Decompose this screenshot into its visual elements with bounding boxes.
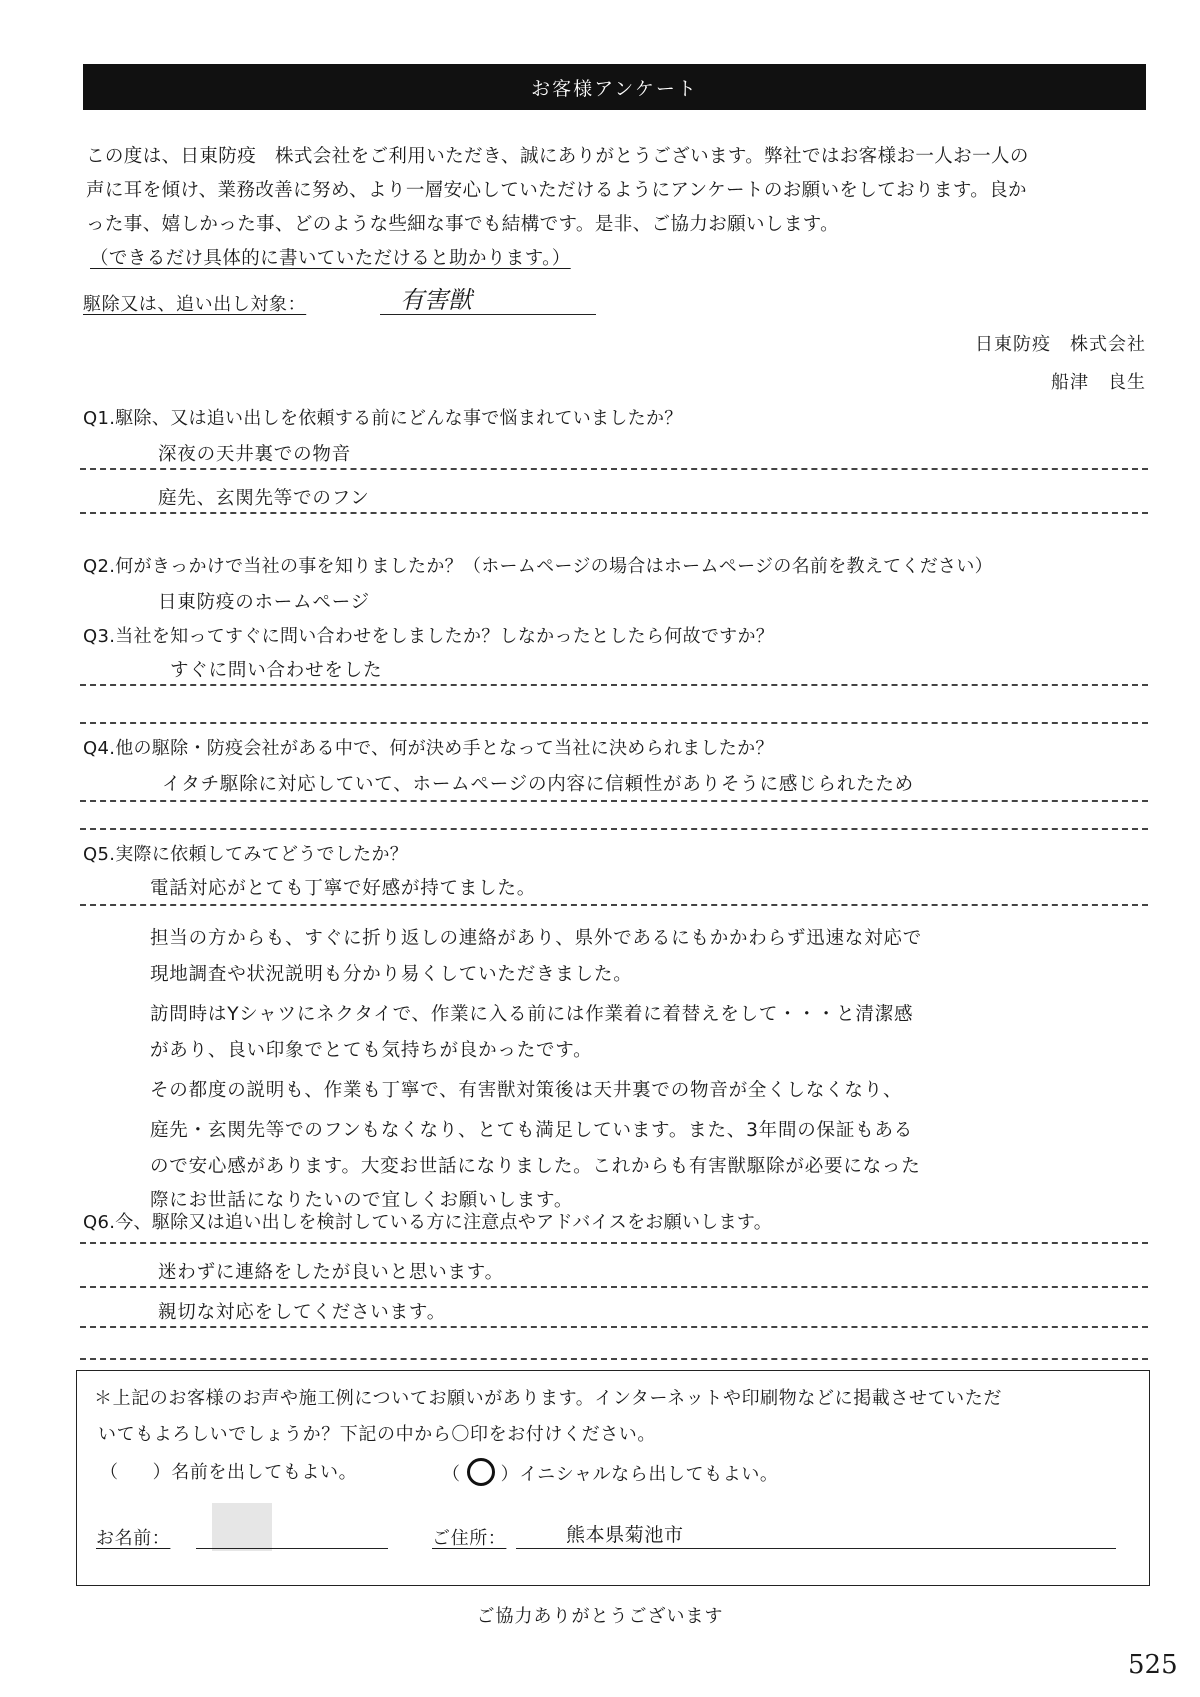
option-initials-label: イニシャルなら出してもよい。 — [519, 1464, 779, 1485]
address-underline — [516, 1548, 1116, 1549]
intro-paragraph — [86, 140, 1150, 276]
address-label: ご住所： — [432, 1528, 507, 1549]
answer-1-1: 深夜の天井裏での物音 — [158, 444, 352, 465]
answer-line — [80, 1242, 1148, 1244]
company-person: 船津 良生 — [1051, 372, 1146, 393]
answer-6-1: 迷わずに連絡をしたが良いと思います。 — [158, 1262, 504, 1283]
answer-5-7: 庭先・玄関先等でのフンもなくなり、とても満足しています。また、3年間の保証もある — [150, 1120, 914, 1141]
question-3: Q3.当社を知ってすぐに問い合わせをしましたか？しなかったとしたら何故ですか？ — [83, 626, 775, 647]
circle-mark-icon — [467, 1458, 495, 1486]
option-bracket-close: ） — [500, 1464, 520, 1485]
answer-line — [80, 1326, 1148, 1328]
redacted-name — [212, 1503, 272, 1551]
consent-line-2: いてもよろしいでしょうか？下記の中から〇印をお付けください。 — [98, 1424, 656, 1445]
answer-line — [80, 722, 1148, 724]
option-name-label: 名前を出してもよい。 — [171, 1462, 358, 1483]
answer-4-1: イタチ駆除に対応していて、ホームページの内容に信頼性がありそうに感じられたため — [162, 774, 914, 795]
option-bracket-open: （ — [100, 1462, 119, 1483]
company-name: 日東防疫 株式会社 — [975, 334, 1146, 355]
answer-5-1: 電話対応がとても丁寧で好感が持てました。 — [150, 878, 537, 899]
answer-line — [80, 828, 1148, 830]
answer-line — [80, 1358, 1148, 1360]
question-2: Q2.何がきっかけで当社の事を知りましたか？（ホームページの場合はホームページの名前を教えてください） — [83, 556, 993, 577]
answer-6-2: 親切な対応をしてくださいます。 — [158, 1302, 447, 1323]
answer-5-8: ので安心感があります。大変お世話になりました。これからも有害獣駆除が必要になった — [150, 1156, 921, 1177]
answer-line — [80, 684, 1148, 686]
intro-note: （できるだけ具体的に書いていただけると助かります。） — [90, 248, 571, 269]
consent-line-1: ＊上記のお客様のお声や施工例についてお願いがあります。インターネットや印刷物などに掲載させていただ — [94, 1388, 1002, 1409]
answer-line — [80, 468, 1148, 470]
answer-5-4: 訪問時はYシャツにネクタイで、作業に入る前には作業着に着替えをして・・・と清潔感 — [150, 1004, 914, 1025]
target-label: 駆除又は、追い出し対象： — [83, 294, 307, 315]
answer-5-5: があり、良い印象でとても気持ちが良かったです。 — [150, 1040, 593, 1061]
option-initials-checkbox[interactable] — [442, 1458, 779, 1486]
target-underline — [380, 314, 596, 315]
question-6: Q6.今、駆除又は追い出しを検討している方に注意点やアドバイスをお願いします。 — [83, 1212, 773, 1233]
answer-1-2: 庭先、玄関先等でのフン — [158, 488, 370, 509]
answer-5-6: その都度の説明も、作業も丁寧で、有害獣対策後は天井裏での物音が全くしなくなり、 — [150, 1080, 903, 1101]
option-bracket-open: （ — [442, 1464, 461, 1485]
footer-thanks: ご協力ありがとうございます — [476, 1606, 724, 1627]
address-value: 熊本県菊池市 — [566, 1524, 684, 1546]
target-value-handwritten: 有害獣 — [400, 286, 472, 314]
answer-3-1: すぐに問い合わせをした — [170, 660, 383, 681]
question-4: Q4.他の駆除・防疫会社がある中で、何が決め手となって当社に決められましたか？ — [83, 738, 774, 759]
survey-title-bar — [83, 64, 1146, 110]
intro-line: った事、嬉しかった事、どのような些細な事でも結構です。是非、ご協力お願いします。 — [86, 214, 840, 235]
intro-line: この度は、日東防疫 株式会社をご利用いただき、誠にありがとうございます。弊社ではお客様お一人お一人の — [86, 146, 1029, 167]
answer-line — [80, 800, 1148, 802]
page-number-handwritten: 525 — [1128, 1650, 1178, 1680]
answer-line — [80, 904, 1148, 906]
option-bracket-close: ） — [152, 1462, 172, 1483]
answer-5-2: 担当の方からも、すぐに折り返しの連絡があり、県外であるにもかかわらず迅速な対応で — [150, 928, 923, 949]
survey-title: お客様アンケート — [531, 77, 698, 100]
answer-line — [80, 1286, 1148, 1288]
option-name-checkbox[interactable] — [100, 1458, 357, 1484]
intro-line: 声に耳を傾け、業務改善に努め、より一層安心していただけるようにアンケートのお願いをしております。良か — [86, 180, 1027, 201]
question-1: Q1.駆除、又は追い出しを依頼する前にどんな事で悩まれていましたか？ — [83, 408, 683, 429]
question-5: Q5.実際に依頼してみてどうでしたか？ — [83, 844, 409, 865]
answer-2-1: 日東防疫のホームページ — [158, 592, 370, 613]
answer-5-3: 現地調査や状況説明も分かり易くしていただきました。 — [150, 964, 633, 985]
name-underline — [196, 1548, 388, 1549]
answer-line — [80, 512, 1148, 514]
answer-5-9: 際にお世話になりたいので宜しくお願いします。 — [150, 1190, 574, 1211]
name-label: お名前： — [96, 1528, 171, 1549]
